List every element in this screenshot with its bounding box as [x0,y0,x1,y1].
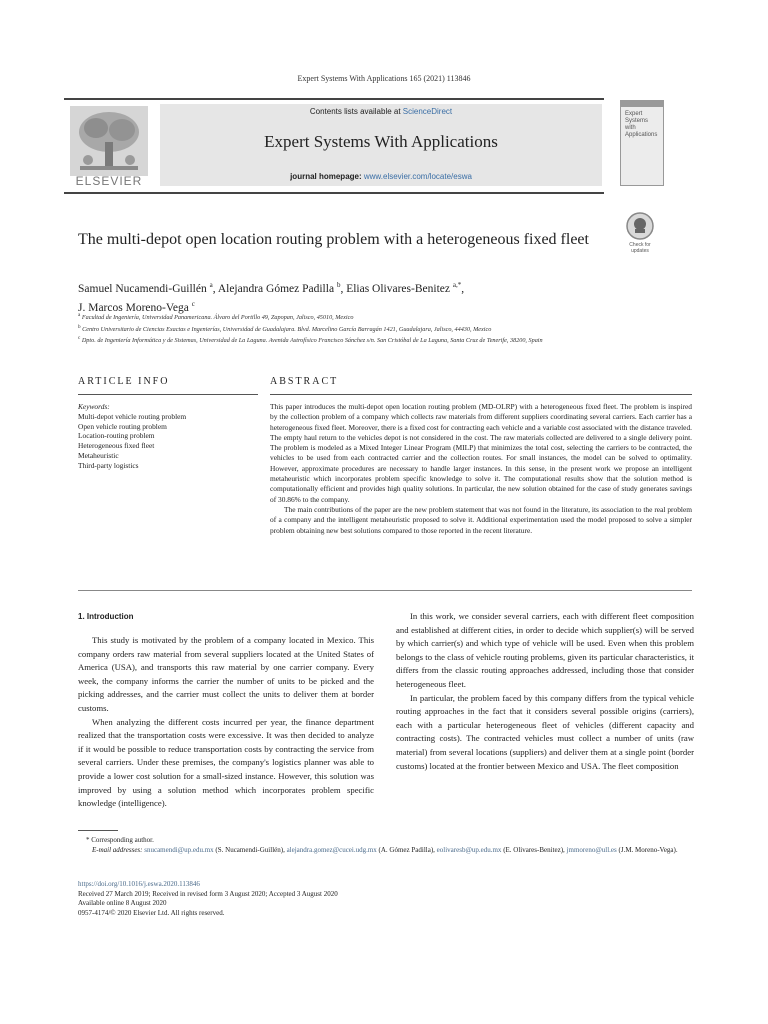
contents-line: Contents lists available at ScienceDirect [309,107,453,116]
keyword: Open vehicle routing problem [78,421,167,431]
author-name[interactable]: J. Marcos Moreno-Vega [78,301,189,314]
abstract-paragraph: The main contributions of the paper are the new problem statement that was not found in the literature, its association to the real problem of a company and the intelligent metaheuristic proposed to solve it. Additional experimentation used the model proposed to solve a simpler problem obtaining new best solutions compared to those reported in the recent literature. [270,504,692,535]
email-link[interactable]: jmmoreno@ull.es [566,845,617,854]
body-paragraph: In particular, the problem faced by this company differs from the typical vehicle routing approaches in the fact that it considers several possible origins (carriers), each with a particular heterogeneous fleet of vehicles (different capacity and contracting costs). The contracted vehicles must collect a number of units (raw material) from several locations (suppliers) and deliver them at a single point (border customs) located at the frontier between Mexico and USA. The fleet composition [396,692,694,771]
cover-line: with [625,125,636,131]
author-name[interactable]: Elias Olivares-Benitez [346,282,450,295]
body-paragraph: In this work, we consider several carriers, each with different fleet composition and established at different cities, in order to decide which supplier(s) will be served by which carrier(s) and which type of vehicle will be used. Even when this problem belongs to the class of vehicle routing problems, given its particular characteristics, it differs from the classic routing approaches addressed, including those that consider heterogeneous fleet. [396,611,694,689]
author-name[interactable]: Samuel Nucamendi-Guillén [78,282,207,295]
cover-line: Expert [625,111,643,117]
email-link[interactable]: alejandra.gomez@cucei.udg.mx [286,845,377,854]
section-heading: 1. Introduction [78,612,134,621]
sciencedirect-link[interactable]: ScienceDirect [402,107,453,116]
check-for-updates-badge[interactable] [624,210,656,256]
body-column-right [396,610,694,773]
author-list: Samuel Nucamendi-Guillén $^a$, Alejandra Gómez Padilla $^b$, Elias Olivares-Benitez $^{a,*}$, J. Marcos Moreno-Vega $^c$ [78,281,465,314]
journal-cover-thumbnail [620,100,664,186]
body-paragraph: When analyzing the different costs incurred per year, the finance department realized that the transportation costs were excessive. It was then decided to analyze if it would be possible to reduce transportation costs by contracting the service from several carriers. Under these premises, the company's logistics planner was able to provide a lower cost solution for a small-sized instance. However, this solution was improved by using a solution method which incorporates problem specific knowledge (intelligence). [78,716,374,809]
doi-link[interactable]: https://doi.org/10.1016/j.eswa.2020.113846 [78,880,200,888]
email-line: E-mail addresses: snucamendi@up.edu.mx (S. Nucamendi-Guillén), alejandra.gomez@cucei.udg.mx (A. Gómez Padilla), eolivaresb@up.edu.mx (E. Olivares-Benitez), jmmoreno@ull.es (J.M. Moreno-Vega). [92,845,678,854]
journal-name: Expert Systems With Applications [264,132,498,151]
keyword: Multi-depot vehicle routing problem [78,411,187,421]
keyword: Heterogeneous fixed fleet [78,441,155,451]
article-title: The multi-depot open location routing problem with a heterogeneous fixed fleet [78,231,589,248]
divider [78,590,692,591]
cover-line: Systems [625,118,649,124]
affiliations [78,311,690,346]
abstract-paragraph: This paper introduces the multi-depot open location routing problem (MD-OLRP) with a heterogeneous fixed fleet. The problem is inspired by the collection problem of a company which collects raw materials from different suppliers coordinating several carriers. Each carrier has a heterogeneous fixed fleet. Moreover, there is a fixed cost for contracting each vehicle and a variable cost associated with the distance traveled. The empty haul return to the vehicles depot is not considered in the cost. The raw materials collected are delivered to a single delivery point. The problem is modeled as a Mixed Integer Linear Program (MILP) that minimizes the total cost, selecting the carriers to be contracted, the vehicles to be used from each contracted carrier and the collection routes. For small instances, the model can be solved to optimality. However, approximate procedures are necessary to handle larger instances. In this sense, in the present work we propose an intelligent metaheuristic which incorporates problem specific knowledge to solve it. The computational results show that the solution method is computationally efficient and provides high quality solutions. In particular, the new solution obtained for the case of study generates savings of 30.86% to the company. [270,402,692,504]
check-updates-label: Check for updates [629,242,651,254]
copyright: 0957-4174/© 2020 Elsevier Ltd. All rights reserved. [78,908,225,917]
email-link[interactable]: snucamendi@up.edu.mx [144,845,214,854]
journal-banner [64,98,604,194]
keywords-block [78,402,258,471]
article-info-heading: ARTICLE INFO [78,376,170,387]
elsevier-wordmark: ELSEVIER [75,174,143,188]
publication-info [78,880,690,918]
footnote [78,836,690,855]
cover-line: Applications [625,132,658,138]
available-online: Available online 8 August 2020 [78,899,167,908]
divider [78,394,258,395]
abstract-heading: ABSTRACT [270,376,339,387]
body-paragraph: This study is motivated by the problem of a company located in Mexico. This company orders raw material from several suppliers located at the United States of America (USA), and transports this raw material by one carrier company. Every week, the company informs the carrier the number of units to be picked and the picking addresses, and the carrier must collect the units to deliver them at border customs. [78,635,374,713]
received-dates: Received 27 March 2019; Received in revised form 3 August 2020; Accepted 3 August 2020 [78,889,338,898]
footnote-rule [78,830,118,831]
keyword: Metaheuristic [78,450,119,460]
affiliation: $^b$ Centro Universitario de Ciencias Exactas e Ingenierías, Universidad de Guadalajara. Blvd. Marcelino García Barragán 1421, Guadalajara, Jalisco, 44430, Mexico [78,323,492,333]
affiliation: $^a$ Facultad de Ingeniería, Universidad Panamericana. Álvaro del Portillo 49, Zapopan, Jalisco, 45010, Mexico [78,312,354,322]
keywords-label: Keywords: [78,402,110,411]
author-name[interactable]: Alejandra Gómez Padilla [217,282,335,295]
email-link[interactable]: eolivaresb@up.edu.mx [436,845,502,854]
abstract-text [270,402,692,536]
keyword: Location-routing problem [78,431,155,441]
keyword: Third-party logistics [78,460,139,470]
corresponding-author-note: * Corresponding author. [86,836,154,844]
body-column-left [78,634,374,811]
divider [270,394,692,395]
affiliation: $^c$ Dpto. de Ingeniería Informática y de Sistemas, Universidad de La Laguna. Avenida Astrofísico Francisco Sánchez s/n. San Cristóbal de La Laguna, Santa Cruz de Tenerife, 38200, Spain [78,335,543,345]
journal-info-box [160,104,602,186]
homepage-line: journal homepage: www.elsevier.com/locate/eswa [290,172,472,181]
homepage-link[interactable]: www.elsevier.com/locate/eswa [363,172,472,181]
journal-citation: Expert Systems With Applications 165 (2021) 113846 [297,74,471,83]
check-updates-icon [624,210,656,242]
